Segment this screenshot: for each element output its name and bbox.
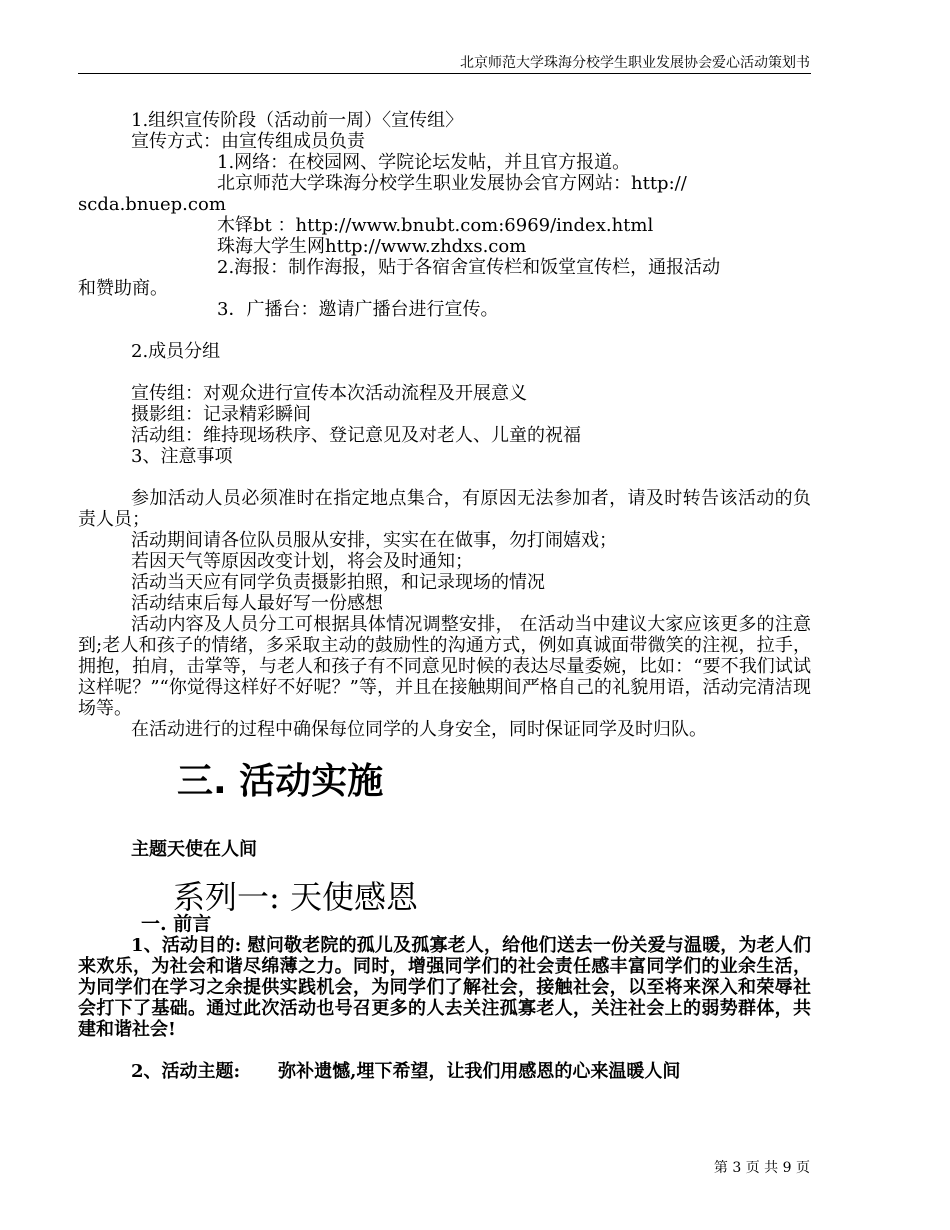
spacer (78, 320, 811, 341)
note-paragraph: 在活动进行的过程中确保每位同学的人身安全，同时保证同学及时归队。 (131, 719, 707, 740)
poster-line-continued: 和赞助商。 (78, 278, 168, 299)
header-title: 北京师范大学珠海分校学生职业发展协会爱心活动策划书 (460, 55, 810, 71)
official-site-url: scda.bnuep.com (78, 194, 226, 215)
activity-theme-label: 2、活动主题: (131, 1061, 241, 1082)
note-paragraph: 活动期间请各位队员服从安排，实实在在做事，勿打闹嬉戏； (131, 530, 617, 551)
bt-site-line: 木铎bt ：http://www.bnubt.com:6969/index.html (217, 215, 654, 236)
group-photo: 摄影组：记录精彩瞬间 (131, 404, 311, 425)
spacer (78, 467, 811, 488)
zhdxs-site-line: 珠海大学生网http://www.zhdxs.com (217, 236, 527, 257)
activity-theme-line (78, 1061, 811, 1082)
promo-method: 宣传方式：由宣传组成员负责 (131, 131, 365, 152)
preface-heading: 一. 前言 (141, 913, 212, 935)
notes-title: 3、注意事项 (131, 446, 233, 467)
theme-line: 主题天使在人间 (131, 839, 257, 860)
note-paragraph: 活动结束后每人最好写一份感想 (131, 593, 383, 614)
series-title: 系列一: 天使感恩 (173, 878, 418, 916)
group-activity: 活动组：维持现场秩序、登记意见及对老人、儿童的祝福 (131, 425, 581, 446)
page-number: 第 3 页 共 9 页 (713, 1160, 810, 1176)
group-promo: 宣传组：对观众进行宣传本次活动流程及开展意义 (131, 383, 527, 404)
note-paragraph: 活动内容及人员分工可根据具体情况调整安排， 在活动当中建议大家应该更多的注意到;老人和孩子的情绪，多采取主动的鼓励性的沟通方式，例如真诚面带微笑的注视，拉手，拥抱，拍肩，击掌等，与老人和孩子有不同意见时候的表达尽量委婉，比如：“要不我们试试这样呢？”“你觉得这样好不好呢？”等，并且在接触期间严格自己的礼貌用语，活动完清洁现场等。 (78, 614, 811, 719)
document-body (78, 110, 811, 1082)
note-paragraph: 活动当天应有同学负责摄影拍照，和记录现场的情况 (131, 572, 545, 593)
stage1-title: 1.组织宣传阶段（活动前一周）〈宣传组〉 (131, 110, 464, 131)
official-site-line: 北京师范大学珠海分校学生职业发展协会官方网站：http:// (217, 173, 687, 194)
purpose-paragraph: 1、活动目的: 慰问敬老院的孤儿及孤寡老人，给他们送去一份关爱与温暖，为老人们来欢乐，为社会和谐尽绵薄之力。同时，增强同学们的社会责任感丰富同学们的业余生活，为同学们在学习之余提供实践机会，为同学们了解社会，接触社会，以至将来深入和荣辱社会打下了基础。通过此次活动也号召更多的人去关注孤寡老人，关注社会上的弱势群体，共建和谐社会! (78, 935, 811, 1040)
note-paragraph: 若因天气等原因改变计划，将会及时通知； (131, 551, 473, 572)
net-item: 1.网络：在校园网、学院论坛发帖，并且官方报道。 (217, 152, 631, 173)
poster-line: 2.海报：制作海报，贴于各宿舍宣传栏和饭堂宣传栏，通报活动 (217, 257, 721, 278)
section-heading: 三. 活动实施 (177, 761, 384, 802)
radio-line: 3．广播台：邀请广播台进行宣传。 (217, 299, 499, 320)
spacer (78, 362, 811, 383)
note-paragraph: 参加活动人员必须准时在指定地点集合，有原因无法参加者，请及时转告该活动的负责人员； (78, 488, 811, 530)
groups-title: 2.成员分组 (131, 341, 221, 362)
header-rule (78, 73, 811, 74)
activity-theme-text: 弥补遗憾,埋下希望，让我们用感恩的心来温暖人间 (278, 1061, 681, 1082)
